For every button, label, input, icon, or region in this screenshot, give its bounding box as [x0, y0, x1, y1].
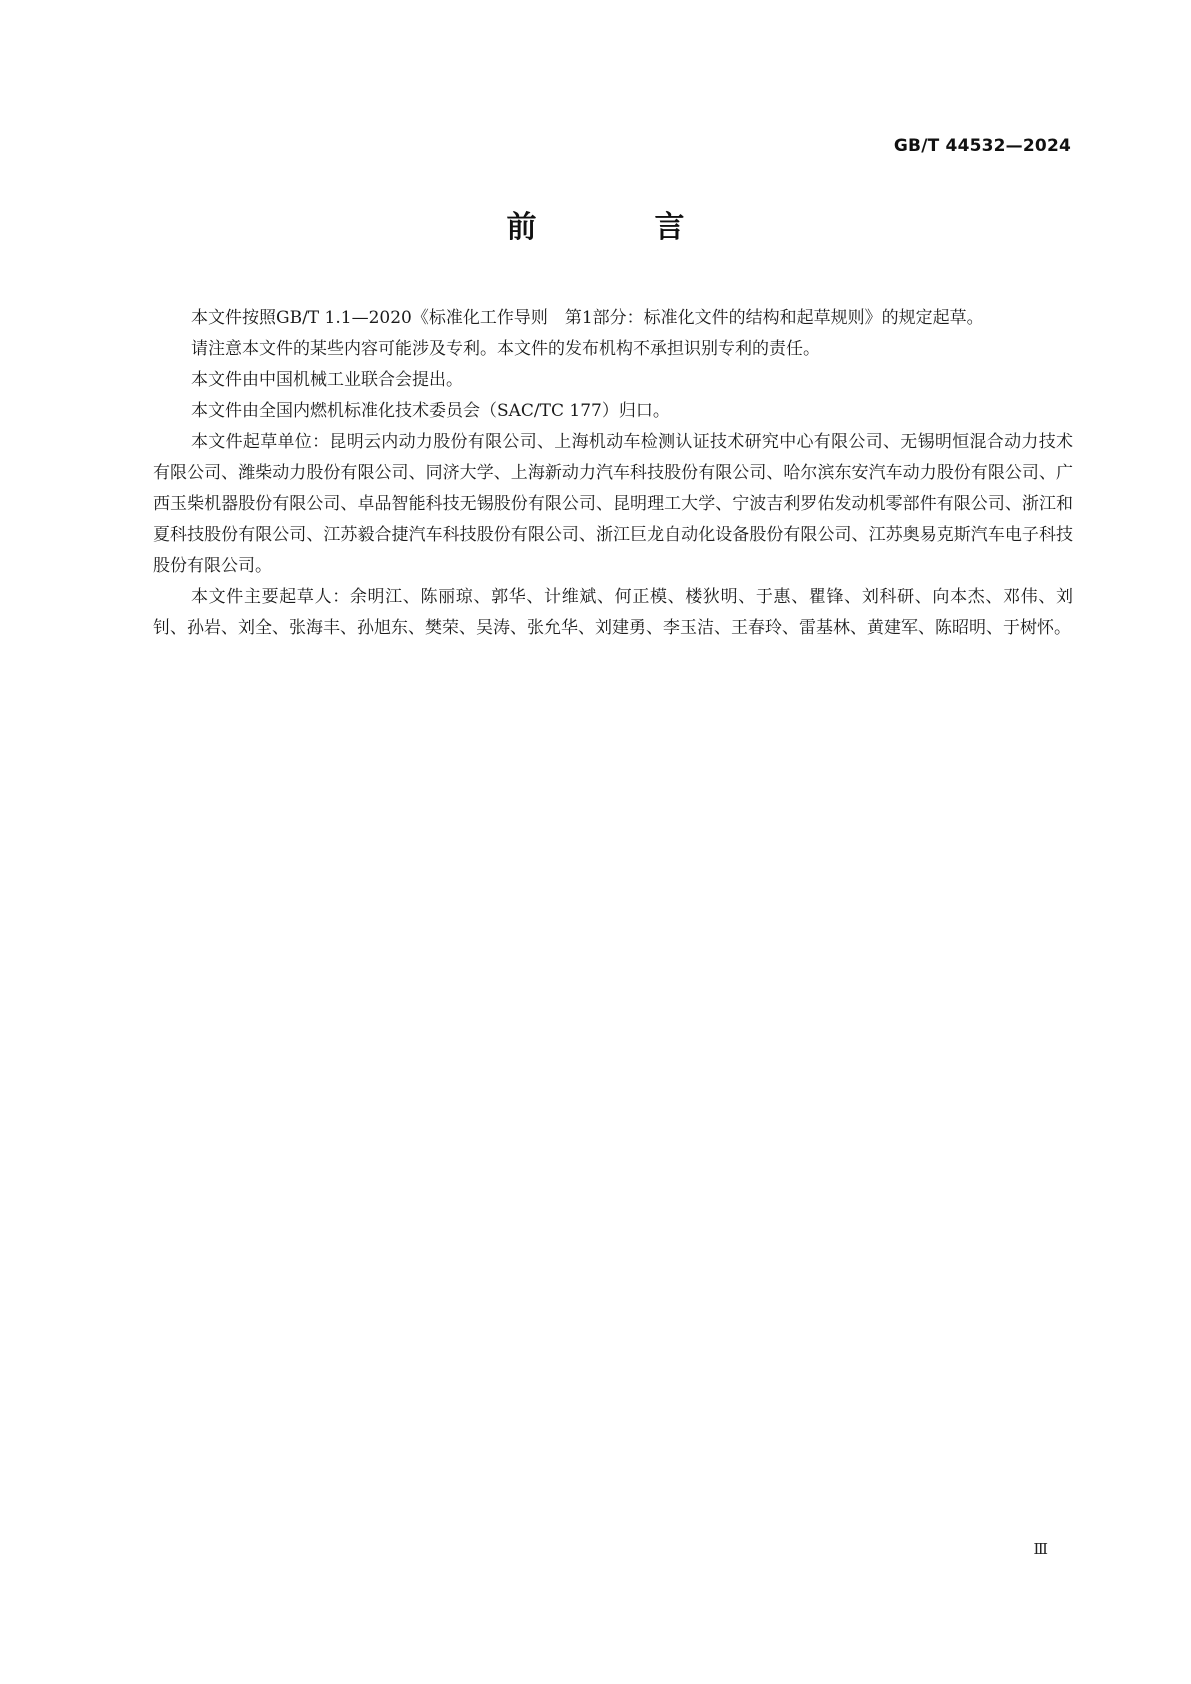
paragraph-drafters: 本文件主要起草人：余明江、陈丽琼、郭华、计维斌、何正模、楼狄明、于惠、瞿锋、刘科研、向本杰、邓伟、刘钊、孙岩、刘全、张海丰、孙旭东、樊荣、吴涛、张允华、刘建勇、李玉洁、王春玲、雷基林、黄建军、陈昭明、于树怀。	[153, 587, 1073, 638]
page-title: 前 言	[506, 210, 729, 245]
paragraph-drafting-rules: 本文件按照GB/T 1.1—2020《标准化工作导则 第1部分：标准化文件的结构和起草规则》的规定起草。	[191, 308, 984, 328]
paragraph-committee: 本文件由全国内燃机标准化技术委员会（SAC/TC 177）归口。	[191, 401, 670, 421]
standard-number: GB/T 44532—2024	[893, 136, 1071, 156]
paragraph-patent-notice: 请注意本文件的某些内容可能涉及专利。本文件的发布机构不承担识别专利的责任。	[191, 339, 820, 359]
paragraph-drafting-units: 本文件起草单位：昆明云内动力股份有限公司、上海机动车检测认证技术研究中心有限公司、无锡明恒混合动力技术有限公司、潍柴动力股份有限公司、同济大学、上海新动力汽车科技股份有限公司、哈尔滨东安汽车动力股份有限公司、广西玉柴机器股份有限公司、卓品智能科技无锡股份有限公司、昆明理工大学、宁波吉利罗佑发动机零部件有限公司、浙江和夏科技股份有限公司、江苏毅合捷汽车科技股份有限公司、浙江巨龙自动化设备股份有限公司、江苏奥易克斯汽车电子科技股份有限公司。	[153, 432, 1073, 576]
page-number: Ⅲ	[1033, 1540, 1048, 1558]
paragraph-proposer: 本文件由中国机械工业联合会提出。	[191, 370, 463, 390]
foreword-body	[153, 303, 1073, 644]
